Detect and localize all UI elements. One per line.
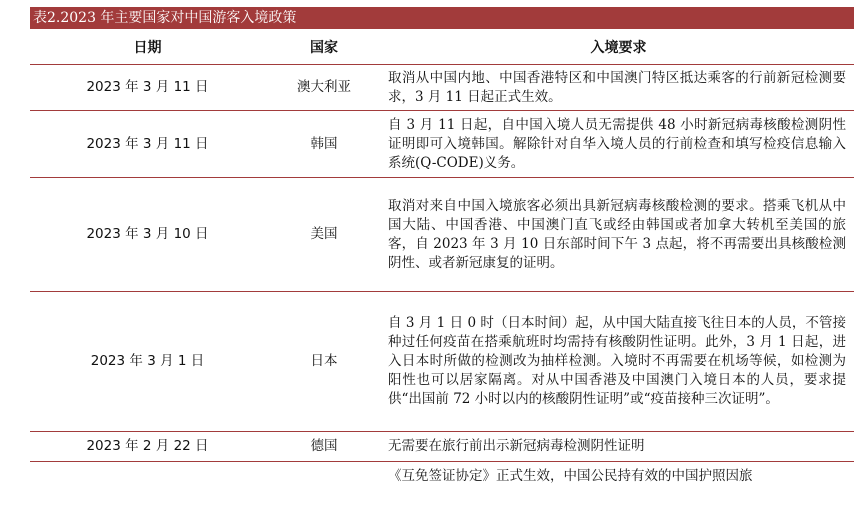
- header-row: [30, 29, 854, 65]
- row-country: 韩国: [265, 111, 383, 178]
- table-title: 表2.2023 年主要国家对中国游客入境政策: [30, 7, 854, 29]
- row-date: 2023 年 3 月 11 日: [30, 111, 265, 178]
- row-country: [265, 462, 383, 492]
- row-date: 2023 年 3 月 10 日: [30, 178, 265, 292]
- row-date: 2023 年 2 月 22 日: [30, 432, 265, 462]
- row-date: 2023 年 3 月 11 日: [30, 65, 265, 111]
- header-policy: 入境要求: [383, 29, 854, 65]
- row-country: 澳大利亚: [265, 65, 383, 111]
- header-date: 日期: [30, 29, 265, 65]
- row-country: 日本: [265, 292, 383, 432]
- header-country: 国家: [265, 29, 383, 65]
- row-policy: 自 3 月 1 日 0 时（日本时间）起，从中国大陆直接飞往日本的人员，不管接种过任何疫苗在搭乘航班时均需持有核酸阴性证明。此外，3 月 1 日起，进入日本时所做的检测改为抽样检测。入境时不再需要在机场等候，如检测为阳性也可以居家隔离。对从中国香港及中国澳门入境日本的人员，要求提供“出国前 72 小时以内的核酸阴性证明”或“疫苗接种三次证明”。: [383, 292, 854, 432]
- table-row: [30, 462, 854, 492]
- table-row: [30, 292, 854, 432]
- row-date: 2023 年 3 月 1 日: [30, 292, 265, 432]
- table-row: [30, 111, 854, 178]
- row-policy: 《互免签证协定》正式生效，中国公民持有效的中国护照因旅: [388, 468, 753, 485]
- row-country: 美国: [265, 178, 383, 292]
- row-policy: 无需要在旅行前出示新冠病毒检测阴性证明: [383, 432, 854, 462]
- row-date: [30, 462, 265, 492]
- row-policy: 取消对来自中国入境旅客必须出具新冠病毒核酸检测的要求。搭乘飞机从中国大陆、中国香港、中国澳门直飞或经由韩国或者加拿大转机至美国的旅客，自 2023 年 3 月 10 日东部时间下午 3 点起，将不再需要出具核酸检测阴性、或者新冠康复的证明。: [383, 178, 854, 292]
- table-row: [30, 178, 854, 292]
- table-row: [30, 432, 854, 462]
- table-row: [30, 65, 854, 111]
- row-policy: 自 3 月 11 日起，自中国入境人员无需提供 48 小时新冠病毒核酸检测阴性证明即可入境韩国。解除针对自华入境人员的行前检查和填写检疫信息输入系统(Q-CODE)义务。: [383, 111, 854, 178]
- row-country: 德国: [265, 432, 383, 462]
- entry-policy-table: [30, 29, 854, 492]
- row-policy: 取消从中国内地、中国香港特区和中国澳门特区抵达乘客的行前新冠检测要求，3 月 11 日起正式生效。: [383, 65, 854, 111]
